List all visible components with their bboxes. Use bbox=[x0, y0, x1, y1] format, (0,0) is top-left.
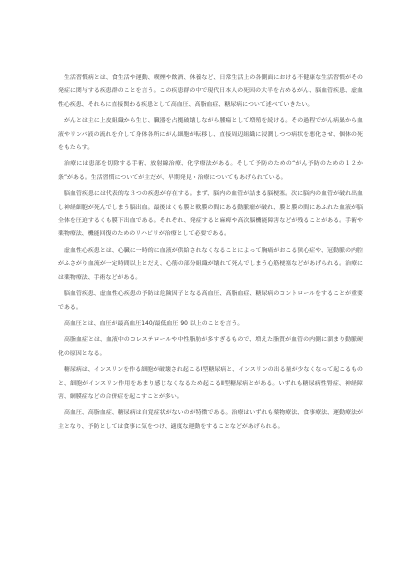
paragraph-hypertension: 高血圧とは、血圧が最高血圧140/最低血圧 90 以上のことを言う。 bbox=[64, 320, 244, 327]
paragraph-prevention: 脳血管疾患、虚血性心疾患の予防は危険因子となる高血圧、高脂血症、糖尿病のコントロールをすることが重要である。 bbox=[58, 291, 363, 311]
paragraph-cancer-treatment: 治療には患部を切除する手術、放射線治療、化学療法がある。そして予防のための“がん予防のための１２か条”がある。生活習慣についてが主だが、早期発見・治療についてもあげられている。 bbox=[58, 161, 363, 181]
paragraph-hyperlipidemia: 高脂血症とは、血液中のコレステロールや中性脂肪が多すぎるもので、増えた脂質が血管の内側に溜まり動脈硬化の原因となる。 bbox=[58, 337, 363, 357]
paragraph-cancer-definition: がんとは主に上皮組織から生じ、臓器を占拠破壊しながら腫瘍として増殖を続ける。その過程でがん病巣から血液やリンパ液の流れを介して身体各所にがん細胞が転移し、直接周辺組織に浸潤しつつ病状を悪化させ、個体の死をもたらす。 bbox=[58, 118, 363, 152]
paragraph-cerebrovascular-disease: 脳血管疾患には代表的な３つの疾患が存在する。まず、脳内の血管が詰まる脳梗塞。次に脳内の血管が破れ出血し神経細胞が死んでしまう脳出血。最後はくも膜と軟膜の間にある動脈瘤が破れ、膜と膜の間にあふれた血液が脳全体を圧迫するくも膜下出血である。それぞれ、発症すると麻痺や高次脳機能障害などが残ることがある。手術や薬物療法、機能回復のためのリハビリが治療として必要である。 bbox=[58, 191, 363, 238]
paragraph-ischemic-heart-disease: 虚血性心疾患とは、心臓に一時的に血液が供給されなくなることによって胸痛がおこる狭心症や、冠動脈の内腔がふさがり血流が一定時間以上とだえ、心筋の部分組織が壊れて死んでしまう心筋梗塞などがあげられる。治療には薬物療法、手術などがある。 bbox=[58, 247, 363, 281]
paragraph-diabetes: 糖尿病は、インスリンを作る細胞が破壊され起こるⅠ型糖尿病と、インスリンの出る量が少なくなって起こるものと、細胞がインスリン作用をあまり感じなくなるため起こるⅡ型糖尿病とがある。いずれも糖尿病性腎症、神経障害、網膜症などの合併症を起こすことが多い。 bbox=[58, 367, 363, 400]
document-page bbox=[58, 72, 363, 437]
paragraph-lifestyle-disease: 生活習慣病とは、食生活や運動、喫煙や飲酒、休養など、日常生活上の各側面における不健康な生活習慣がその発症に関与する疾患群のことを言う。この疾患群の中で現代日本人の死因の大半を占めるがん、脳血管疾患、虚血性心疾患、それらに直接関わる疾患として高血圧、高脂血症、糖尿病について述べていきたい。 bbox=[58, 75, 363, 108]
paragraph-conclusion: 高血圧、高脂血症、糖尿病は自覚症状がないのが特徴である。治療はいずれも薬物療法、食事療法、運動療法が主となり、予防としては食事に気をつけ、適度な運動をすることなどがあげられる。 bbox=[58, 410, 363, 430]
